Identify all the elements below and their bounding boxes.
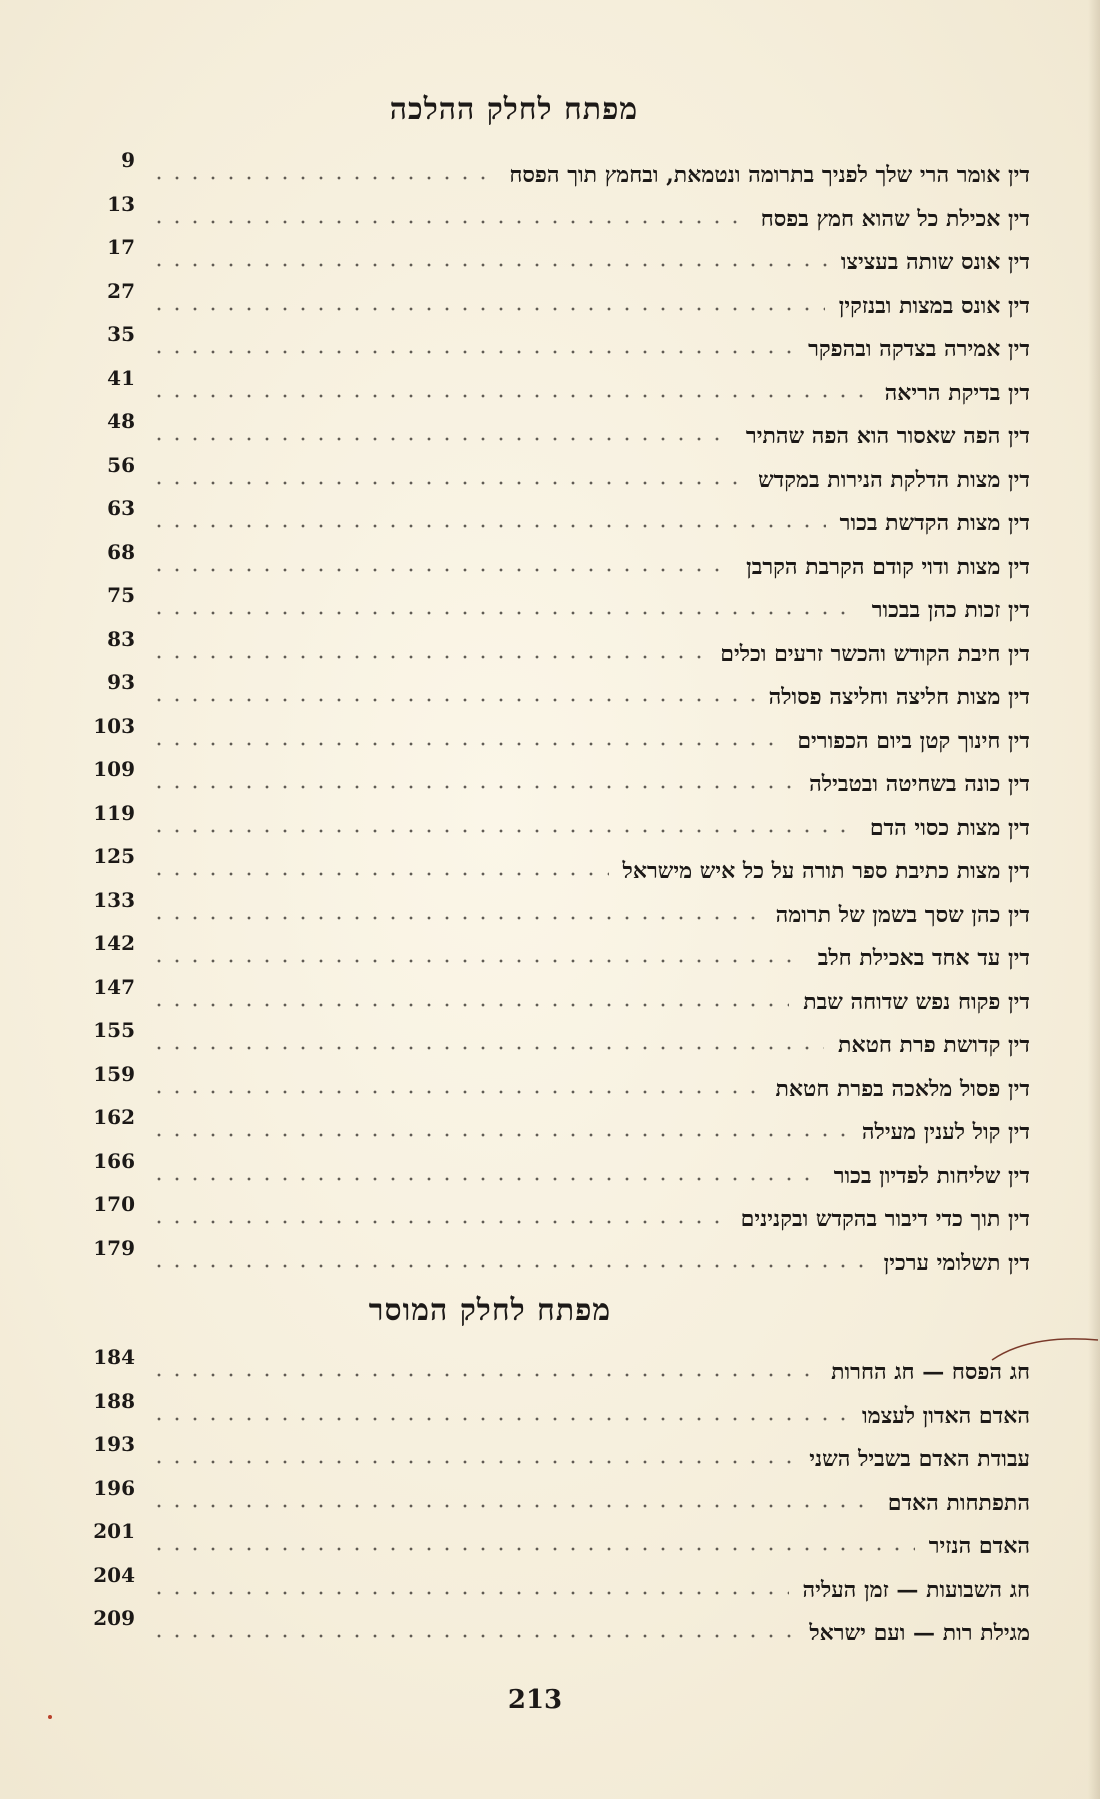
toc-entry-page: 103: [93, 713, 135, 738]
leader-dots: [150, 263, 827, 267]
toc-entry-title: דין אונס במצות ובנזקין: [838, 292, 1030, 319]
toc-entry: [80, 670, 1030, 714]
leader-dots: [150, 437, 732, 441]
toc-entry-title: דין אמירה בצדקה ובהפקר: [808, 336, 1030, 362]
toc-entry-title: דין אונס שותה בעציצו: [840, 249, 1030, 275]
toc-entry-page: 75: [107, 583, 135, 607]
toc-entry: [80, 192, 1030, 236]
toc-entry-title: דין חינוך קטן ביום הכפורים: [797, 727, 1030, 754]
toc-entry-page: 83: [107, 626, 135, 651]
toc-entry: [80, 1519, 1030, 1563]
toc-entry-title: האדם הנזיר: [928, 1533, 1030, 1559]
toc-entry-title: דין מצות הקדשת בכור: [839, 510, 1030, 536]
toc-entry-page: 63: [107, 496, 135, 520]
leader-dots: [150, 1090, 761, 1094]
toc-entry: [80, 931, 1030, 975]
toc-entry-title: דין מצות חליצה וחליצה פסולה: [768, 684, 1030, 710]
halakha-section-title: מפתח לחלק ההלכה: [389, 92, 639, 127]
toc-entry-page: 155: [93, 1018, 135, 1042]
toc-entry-page: 162: [93, 1105, 135, 1129]
toc-entry: [80, 1432, 1030, 1476]
leader-dots: [150, 1003, 789, 1007]
toc-entry-title: דין שליחות לפדיון בכור: [833, 1162, 1030, 1189]
toc-entry: [80, 714, 1030, 758]
leader-dots: [150, 1133, 848, 1137]
toc-entry-page: 17: [107, 235, 135, 259]
page-edge-shadow: [1088, 0, 1100, 1799]
toc-entry: [80, 844, 1030, 888]
toc-entry-page: 179: [93, 1235, 135, 1260]
leader-dots: [150, 176, 495, 180]
halakha-toc-list: [80, 148, 1030, 1279]
toc-entry-page: 13: [107, 191, 135, 216]
toc-entry-title: דין זכות כהן בבכור: [871, 597, 1030, 623]
toc-entry-title: דין תשלומי ערכין: [883, 1249, 1030, 1276]
leader-dots: [150, 350, 794, 354]
leader-dots: [150, 1504, 874, 1508]
toc-entry-title: דין כונה בשחיטה ובטבילה: [809, 771, 1030, 797]
leader-dots: [150, 568, 732, 572]
toc-entry: [80, 1149, 1030, 1193]
toc-entry: [80, 366, 1030, 410]
leader-dots: [150, 916, 762, 920]
leader-dots: [150, 1460, 795, 1464]
toc-entry-title: דין קול לענין מעילה: [861, 1119, 1030, 1145]
leader-dots: [150, 394, 871, 398]
leader-dots: [150, 1634, 795, 1638]
toc-entry-page: 147: [93, 974, 135, 999]
toc-entry: [80, 540, 1030, 584]
leader-dots: [150, 1220, 727, 1224]
toc-entry-title: האדם האדון לעצמו: [862, 1402, 1030, 1429]
toc-entry-title: דין פקוח נפש שדוחה שבת: [803, 988, 1030, 1015]
leader-dots: [150, 655, 706, 659]
leader-dots: [150, 524, 826, 528]
toc-entry: [80, 1345, 1030, 1389]
leader-dots: [150, 959, 804, 963]
toc-entry-title: התפתחות האדם: [887, 1489, 1030, 1516]
toc-entry: [80, 1236, 1030, 1280]
leader-dots: [150, 611, 858, 615]
toc-entry-page: 109: [93, 757, 135, 781]
toc-entry-title: עבודת האדם בשביל השני: [809, 1446, 1030, 1472]
leader-dots: [150, 872, 609, 876]
leader-dots: [150, 829, 856, 833]
toc-entry: [80, 1105, 1030, 1149]
toc-entry-page: 41: [107, 365, 135, 390]
toc-entry: [80, 1062, 1030, 1106]
toc-entry: [80, 583, 1030, 627]
toc-entry: [80, 235, 1030, 279]
toc-entry-page: 196: [93, 1475, 135, 1500]
leader-dots: [150, 1373, 817, 1377]
toc-entry-page: 9: [121, 148, 135, 172]
toc-entry-page: 35: [107, 322, 135, 346]
toc-entry-title: דין אומר הרי שלך לפניך בתרומה ונטמאת, ובחמץ תוך הפסח: [509, 162, 1030, 188]
musar-toc-list: [80, 1345, 1030, 1650]
page-number: 213: [507, 1685, 563, 1715]
toc-entry-title: דין מצות כתיבת ספר תורה על כל איש מישראל: [622, 858, 1030, 884]
toc-entry: [80, 279, 1030, 323]
toc-entry-title: דין הפה שאסור הוא הפה שהתיר: [745, 423, 1030, 449]
toc-entry-title: דין כהן שסך בשמן של תרומה: [775, 901, 1030, 928]
leader-dots: [150, 220, 747, 224]
toc-entry: [80, 757, 1030, 801]
toc-entry-page: 193: [93, 1432, 135, 1456]
toc-entry: [80, 1606, 1030, 1650]
leader-dots: [150, 1264, 870, 1268]
toc-entry-title: דין חיבת הקודש והכשר זרעים וכלים: [720, 640, 1030, 667]
toc-entry: [80, 1389, 1030, 1433]
toc-entry-page: 142: [93, 931, 135, 955]
toc-entry-page: 119: [93, 800, 135, 825]
toc-entry-page: 204: [93, 1562, 135, 1587]
leader-dots: [150, 307, 825, 311]
toc-entry-title: דין מצות כסוי הדם: [869, 814, 1030, 841]
leader-dots: [150, 1547, 915, 1551]
toc-entry-page: 56: [107, 452, 135, 477]
toc-entry: [80, 496, 1030, 540]
toc-entry-title: חג השבועות — זמן העליה: [802, 1576, 1030, 1603]
leader-dots: [150, 698, 755, 702]
toc-entry-page: 159: [93, 1061, 135, 1086]
toc-entry: [80, 975, 1030, 1019]
leader-dots: [150, 1591, 789, 1595]
toc-entry: [80, 1018, 1030, 1062]
toc-entry-page: 209: [93, 1606, 135, 1630]
toc-entry-page: 48: [107, 409, 135, 433]
toc-entry-title: דין עד אחד באכילת חלב: [817, 945, 1030, 971]
leader-dots: [150, 742, 783, 746]
toc-entry-title: דין בדיקת הריאה: [884, 379, 1030, 406]
toc-entry-page: 27: [107, 278, 135, 303]
toc-entry-title: מגילת רות — ועם ישראל: [809, 1620, 1030, 1646]
toc-entry-title: חג הפסח — חג החרות: [831, 1359, 1030, 1385]
toc-entry-page: 93: [107, 670, 135, 694]
toc-entry-page: 125: [93, 844, 135, 868]
leader-dots: [150, 1417, 848, 1421]
toc-entry-page: 68: [107, 539, 135, 564]
toc-entry: [80, 801, 1030, 845]
toc-entry-title: דין קדושת פרת חטאת: [838, 1032, 1030, 1058]
toc-entry: [80, 888, 1030, 932]
toc-entry-page: 201: [93, 1519, 135, 1543]
toc-entry: [80, 1563, 1030, 1607]
toc-entry-page: 170: [93, 1192, 135, 1216]
leader-dots: [150, 785, 795, 789]
toc-entry-title: דין פסול מלאכה בפרת חטאת: [775, 1075, 1030, 1102]
toc-entry: [80, 322, 1030, 366]
ink-speck: [48, 1715, 52, 1719]
toc-entry-title: דין מצות הדלקת הנירות במקדש: [758, 466, 1030, 493]
toc-entry: [80, 409, 1030, 453]
page-curl-mark: [990, 1330, 1100, 1370]
toc-entry-title: דין מצות ודוי קודם הקרבת הקרבן: [746, 553, 1030, 580]
toc-entry: [80, 1192, 1030, 1236]
toc-entry-page: 166: [93, 1148, 135, 1173]
toc-entry: [80, 453, 1030, 497]
leader-dots: [150, 1177, 820, 1181]
toc-entry: [80, 148, 1030, 192]
toc-entry-page: 188: [93, 1388, 135, 1413]
toc-entry-page: 133: [93, 887, 135, 912]
toc-entry-title: דין אכילת כל שהוא חמץ בפסח: [760, 205, 1030, 232]
toc-entry-page: 184: [93, 1345, 135, 1369]
toc-entry: [80, 1476, 1030, 1520]
leader-dots: [150, 1046, 824, 1050]
toc-entry-title: דין תוך כדי דיבור בהקדש ובקנינים: [740, 1206, 1030, 1232]
toc-entry: [80, 627, 1030, 671]
musar-section-title: מפתח לחלק המוסר: [368, 1293, 612, 1328]
leader-dots: [150, 481, 744, 485]
